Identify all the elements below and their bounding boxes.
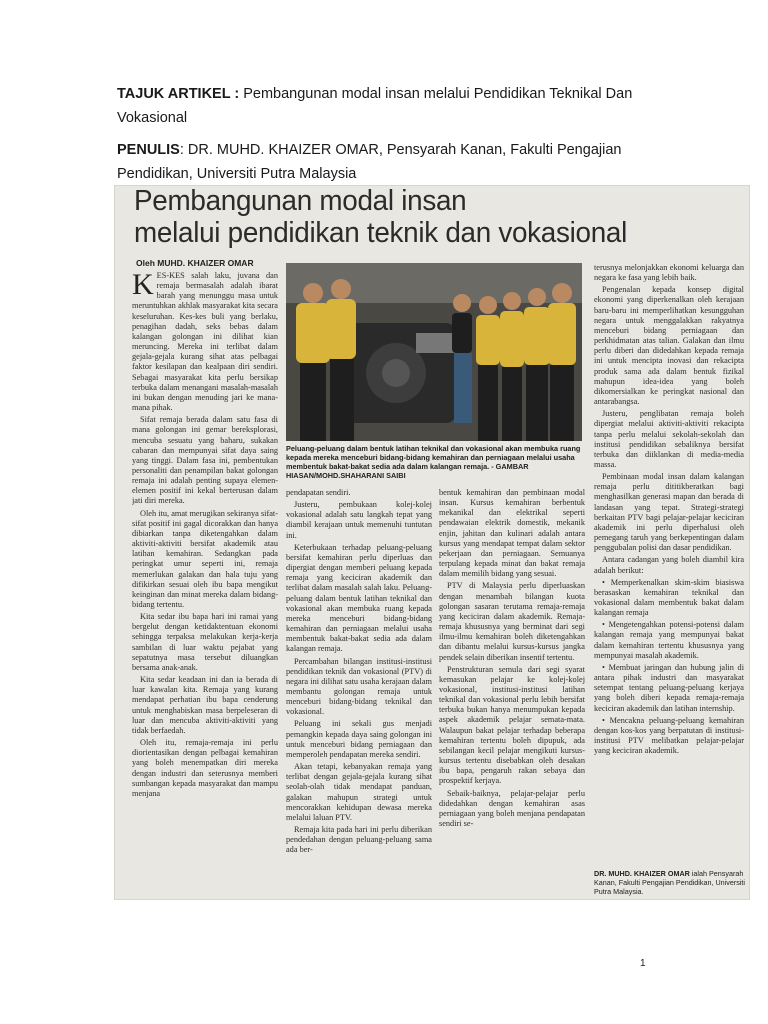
col4-paragraph-3: Justeru, penglibatan remaja boleh dipergiat melalui aktiviti-aktiviti rekacipta tanpa perlu melalui sekolah-sekolah dan institusi pendidikan sebaliknya bersifat terbuka dan diiklankan di media-media massa. [594, 409, 744, 469]
col2-paragraph-6: Akan tetapi, kebanyakan remaja yang terlibat dengan gejala-gejala kurang sihat seolah-olah tidak mendapat panduan, galakan mahupun strategi untuk mencorakkan kehidupan dewasa mereka melalui laluan PTV. [286, 762, 432, 822]
col4-bullet-3: • Membuat jaringan dan hubung jalin di antara pihak industri dan masyarakat setempat tentang peluang-peluang kerjaya yang boleh diberi kepada remaja-remaja keciciran akademik dan latihan internship. [594, 662, 744, 713]
col2-paragraph-4: Percambahan bilangan institusi-institusi pendidikan teknik dan vokasional (PTV) di negara ini dilihat satu usaha kerajaan dalam membantu golongan remaja untuk menceburi bidang-bidang teknikal dan vokasional. [286, 656, 432, 717]
photo-illustration [286, 263, 582, 441]
headline-line-2: melalui pendidikan teknik dan vokasional [134, 217, 628, 249]
article-title-row [117, 82, 657, 130]
clipping-byline: Oleh MUHD. KHAIZER OMAR [136, 258, 254, 268]
col2-paragraph-5: Peluang ini sekali gus menjadi pemangkin kepada daya saing golongan ini untuk menceburi bidang perniagaan dan memperoleh pendapatan mereka sendiri. [286, 719, 432, 759]
title-label: TAJUK ARTIKEL : [117, 86, 240, 102]
headline-line-1: Pembangunan modal insan [134, 185, 467, 217]
clipping-headline [134, 185, 710, 249]
col4-bullet-1: • Memperkenalkan skim-skim biasiswa berasaskan kemahiran teknikal dan vokasional dalam membentuk bakat dalam kalangan remaja [594, 577, 744, 618]
col1-paragraph-5: Kita sedar keadaan ini dan ia berada di luar kawalan kita. Remaja yang kurang mendapat perhatian ibu bapa cenderung untuk menghabiskan masa berpeleseran di luar dan mencuba aktiviti-aktiviti yang tidak berfaedah. [132, 675, 278, 735]
article-photo [286, 263, 582, 441]
text-column-2 [286, 488, 432, 900]
author-value: : DR. MUHD. KHAIZER OMAR, Pensyarah Kanan, Fakulti Pengajian Pendidikan, Universiti Putra Malaysia [117, 142, 622, 182]
photo-caption: Peluang-peluang dalam bentuk latihan teknikal dan vokasional akan membuka ruang kepada mereka menceburi bidang-bidang kemahiran dan perniagaan melalui usaha membentuk bakat-bakat sedia ada dalam kalangan remaja. - GAMBAR HIASAN/MOHD.SHAHARANI SAIBI [286, 444, 581, 480]
title-value: Pembangunan modal insan melalui Pendidikan Teknikal Dan Vokasional [117, 86, 633, 126]
text-column-3 [439, 488, 585, 900]
author-label: PENULIS [117, 142, 180, 158]
author-sign-detail: ialah Pensyarah Kanan, Fakulti Pengajian Pendidikan, Universiti Putra Malaysia. [594, 869, 746, 896]
col2-paragraph-2: Justeru, pembukaan kolej-kolej vokasional adalah satu langkah tepat yang diambil kerajaan untuk memenuhi tuntutan ini. [286, 500, 432, 540]
col4-paragraph-2: Pengenalan kepada konsep digital ekonomi yang diperkenalkan oleh kerajaan baru-baru ini memperlihatkan kesungguhan negara untuk menggalakkan rakyatnya menceburi bidang perniagaan dan perkhidmatan atas talian. Galakan dan ilmu perlu diberi dan didedahkan kepada remaja ini untuk mencipta inovasi dan rekacipta produk sama ada dalam bentuk fizikal mahupun idea-idea yang boleh dikomersialkan ke peringkat nasional dan antarabangsa. [594, 285, 744, 407]
col1-paragraph-2: Sifat remaja berada dalam satu fasa di mana golongan ini gemar bereksplorasi, mencuba sesuatu yang baharu, sukakan cabaran dan mempunyai sifat daya saing yang tinggi. Dalam fasa ini, pembentukan personaliti dan penampilan bakat golongan remaja ini adalah penting supaya elemen-elemen positif ini kekal berterusan dalam jati diri mereka. [132, 415, 278, 506]
col2-paragraph-3: Keterbukaan terhadap peluang-peluang bersifat kemahiran perlu diperluas dan dipergiat dengan memberi peluang kepada remaja yang keciciran akademik dan terlibat dalam masalah salah laku. Peluang-peluang dalam bentuk latihan teknikal dan vokasional akan membuka ruang kepada mereka menceburi bidang-bidang kemahiran dan perniagaan melalui usaha membentuk bakat-bakat sedia ada dalam kalangan remaja. [286, 542, 432, 654]
col3-paragraph-1: bentuk kemahiran dan pembinaan modal insan. Kursus kemahiran berbentuk mekanikal dan elektrikal seperti pendawaian elektrik domestik, mekanik enjin, jahitan dan kulinari adalah antara kursus yang mendapat tempat dalam sektor pekerjaan dan perniagaan. Semuanya terpulang kepada minat dan bakat remaja dalam memilih bidang yang sesuai. [439, 488, 585, 579]
dropcap: K [132, 271, 154, 301]
page-number: 1 [640, 958, 646, 969]
col3-paragraph-2: PTV di Malaysia perlu diperluaskan dengan menambah bilangan kuota golongan sasaran terutama remaja-remaja yang keciciran dalam akademik. Remaja-remaja khususnya yang berminat dari segi ilmu-ilmu kemahiran boleh diketengahkan dan dibantu melalui kursus-kursus jangka pendek selain diberikan insentif tertentu. [439, 581, 585, 662]
col2-paragraph-1: pendapatan sendiri. [286, 488, 351, 497]
col4-paragraph-5: Antara cadangan yang boleh diambil kira adalah berikut: [594, 555, 744, 575]
article-header [117, 82, 657, 194]
text-column-4 [594, 263, 744, 867]
col1-paragraph-4: Kita sedar ibu bapa hari ini ramai yang bergelut dengan ketidaktentuan ekonomi sehingga terpaksa melakukan kerja-kerja sambilan di luar waktu pejabat yang sepatutnya masa tersebut diluangkan bersama anak-anak. [132, 612, 278, 672]
author-signature [594, 869, 746, 896]
col1-paragraph-3: Oleh itu, amat merugikan sekiranya sifat-sifat positif ini gagal dicorakkan dan hanya dibiarkan tanpa diketengahkan dalam aktiviti-aktiviti bersifat akademik atau latihan kemahiran. Sedangkan pada peringkat umur seperti ini, remaja memerlukan galakan dan hala tuju yang difikirkan sesuai oleh ibu bapa mengikut keinginan dan minat mereka dalam bidang-bidang tertentu. [132, 508, 278, 609]
article-author-row [117, 138, 657, 186]
col4-paragraph-1: terusnya melonjakkan ekonomi keluarga dan negara ke fasa yang lebih baik. [594, 263, 744, 283]
col4-bullet-4: • Mencakna peluang-peluang kemahiran dengan kos-kos yang berpatutan di institusi-institusi PTV melibatkan pelajar-pelajar yang keciciran akademik. [594, 715, 744, 756]
col2-paragraph-7: Remaja kita pada hari ini perlu diberikan pendedahan dengan peluang-peluang sama ada ber- [286, 825, 432, 855]
col1-paragraph-1: KES-KES salah laku, juvana dan remaja bermasalah adalah ibarat barah yang menunggu masa untuk meruntuhkan akhlak masyarakat kita secara keseluruhan. Kes-kes buli yang berlaku, penagihan dadah, seks bebas dalam kalangan golongan ini dilihat kian meruncing. Mereka ini terlibat dalam gejala-gejala kurang sihat atas pelbagai faktor kesilapan dan kealpaan diri sendiri. Sebagai masyarakat kita perlu bersikap terbuka dalam menangani masalah-masalah ini bukan dengan menuding jari ke mana-mana pihak. [132, 271, 278, 413]
newspaper-clipping [114, 185, 750, 900]
text-column-1 [132, 271, 278, 899]
author-sign-name: DR. MUHD. KHAIZER OMAR [594, 869, 690, 878]
col3-paragraph-4: Sebaik-baiknya, pelajar-pelajar perlu didedahkan dengan kemahiran asas perniagaan yang boleh menjana pendapatan sendiri se- [439, 788, 585, 828]
col4-bullet-2: • Mengetengahkan potensi-potensi dalam kalangan remaja yang mempunyai bakat dalam kemahiran tertentu khususnya yang mempunyai masalah akademik. [594, 620, 744, 660]
col3-paragraph-3: Penstrukturan semula dari segi syarat kemasukan pelajar ke kolej-kolej vokasional, institusi-institusi latihan teknikal dan vokasional perlu lebih bersifat terbuka bukan hanya menumpukan kepada aspek akademik pelajar semata-mata. Walaupun bakat pelajar terhadap beberapa kemahiran tertentu boleh dipupuk, ada sebilangan kecil pelajar mengikuti kursus-kursus tertentu disebabkan oleh desakan ibu bapa, pengaruh rakan sebaya dan prospektif kerjaya. [439, 664, 585, 786]
col1-paragraph-6: Oleh itu, remaja-remaja ini perlu diorientasikan dengan pelbagai kemahiran yang boleh menempatkan diri mereka dengan industri dan seterusnya memberi sumbangan kepada masyarakat dan mampu menjana [132, 738, 278, 798]
col4-paragraph-4: Pembinaan modal insan dalam kalangan remaja perlu dititikberatkan bagi menghasilkan generasi mapan dan berada di landasan yang tepat. Strategi-strategi berkaitan PTV bagi pelajar-pelajar keciciran akademik ini perlu diperhalusi oleh pemegang taruh yang berkepentingan dalam penggubalan polisi dan dasar pendidikan. [594, 472, 744, 553]
